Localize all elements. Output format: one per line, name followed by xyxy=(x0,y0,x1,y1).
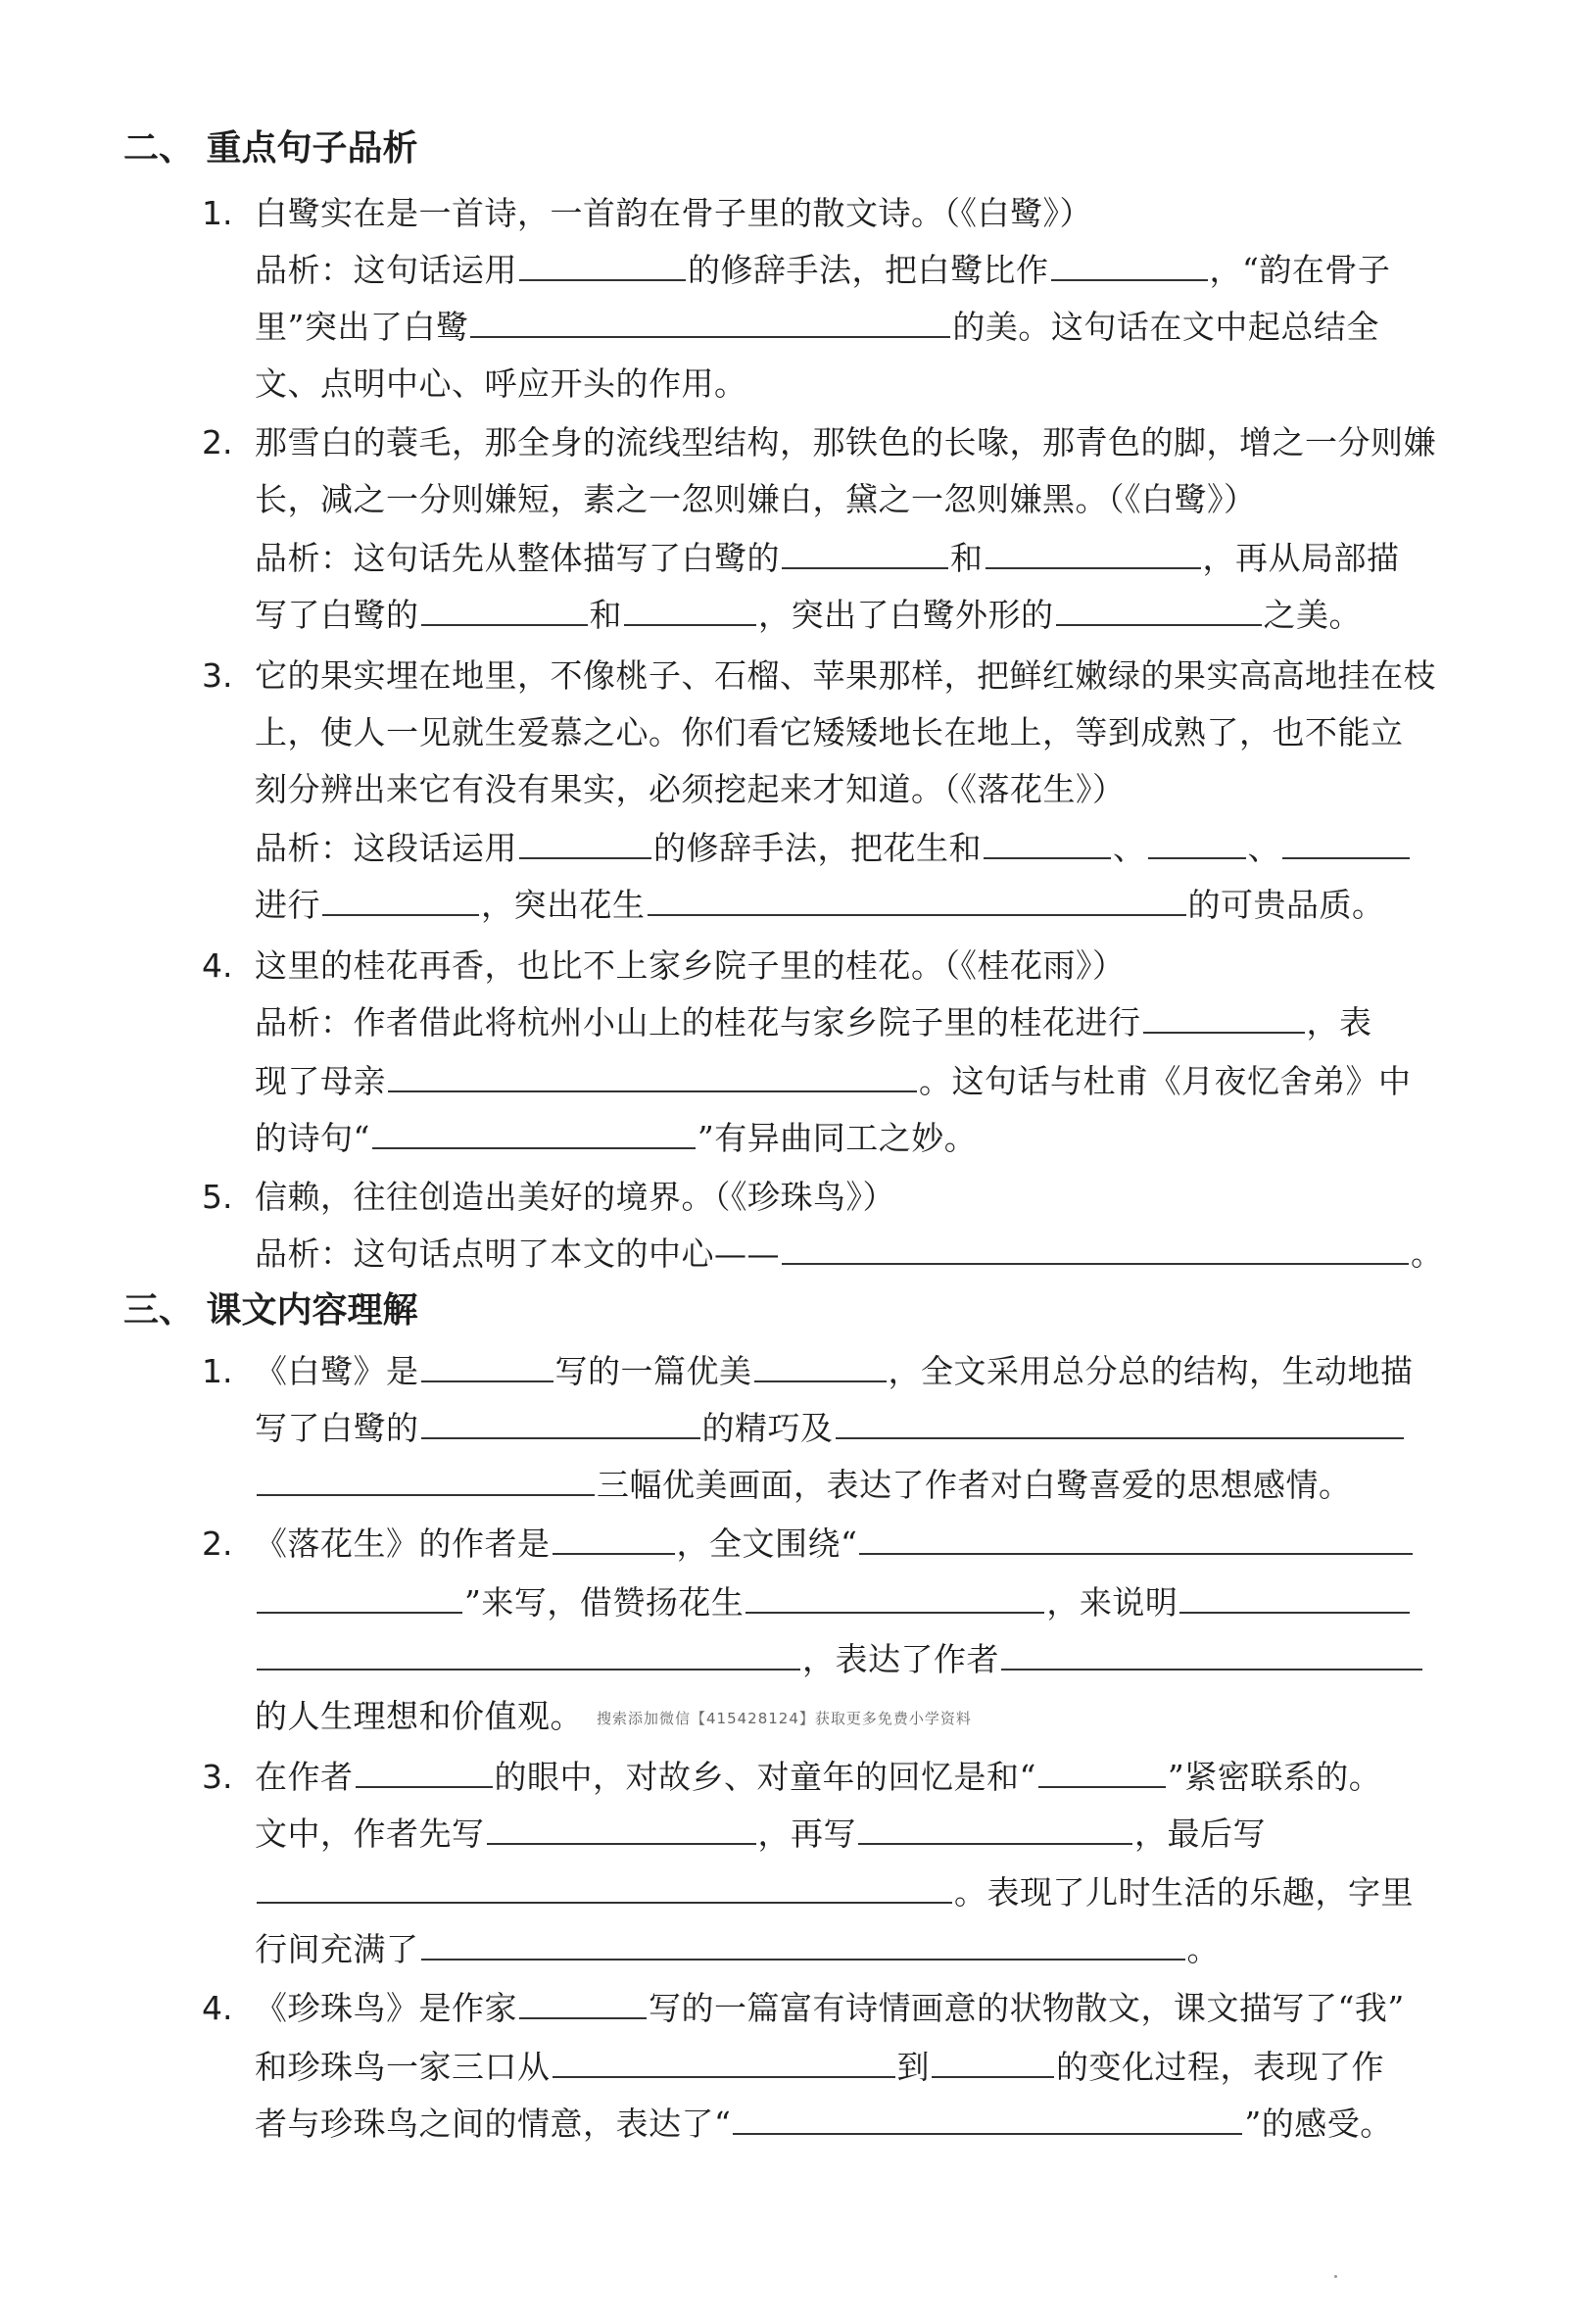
answer-blank[interactable] xyxy=(1056,591,1262,626)
question-number: 4. xyxy=(202,1989,233,2027)
scan-speck xyxy=(1334,2275,1337,2278)
answer-line xyxy=(255,1691,972,1744)
answer-text: ，全文采用总分总的结构，生动地描 xyxy=(888,1352,1414,1390)
answer-line xyxy=(255,533,1400,584)
answer-line xyxy=(255,1867,1414,1918)
answer-text: 进行 xyxy=(255,886,320,924)
answer-line xyxy=(255,302,1379,353)
answer-line xyxy=(255,997,1372,1048)
answer-blank[interactable] xyxy=(836,1404,1404,1439)
answer-blank[interactable] xyxy=(624,591,756,626)
answer-line: 文、点明中心、呼应开头的作用。 xyxy=(255,364,747,403)
section-heading-2: 二、 重点句子品析 xyxy=(123,128,418,169)
answer-blank[interactable] xyxy=(421,1404,700,1439)
answer-blank[interactable] xyxy=(388,1057,917,1092)
section-heading-3: 三、 课文内容理解 xyxy=(123,1290,418,1331)
answer-text: 的可贵品质。 xyxy=(1187,886,1385,924)
answer-blank[interactable] xyxy=(487,1810,756,1845)
answer-text: 和 xyxy=(950,539,984,577)
answer-text: ，来说明 xyxy=(1046,1583,1178,1622)
answer-line xyxy=(255,1752,1381,1803)
answer-blank[interactable] xyxy=(1179,1578,1410,1614)
answer-text: 。 xyxy=(1411,1235,1444,1273)
question-text: 那雪白的蓑毛，那全身的流线型结构，那铁色的长喙，那青色的脚，增之一分则嫌 xyxy=(255,423,1436,461)
answer-text: 的修辞手法，把白鹭比作 xyxy=(688,251,1049,289)
answer-text: 、 xyxy=(1113,829,1146,867)
answer-blank[interactable] xyxy=(257,1635,800,1670)
answer-text: 和 xyxy=(589,596,622,634)
answer-blank[interactable] xyxy=(932,2043,1054,2078)
answer-text: 《珍珠鸟》是作家 xyxy=(255,1989,517,2027)
answer-blank[interactable] xyxy=(356,1753,493,1788)
answer-blank[interactable] xyxy=(733,2100,1242,2135)
answer-text: 文中，作者先写 xyxy=(255,1815,485,1853)
answer-blank[interactable] xyxy=(745,1578,1044,1614)
answer-text: 。这句话与杜甫《月夜忆舍弟》中 xyxy=(919,1062,1412,1100)
answer-line xyxy=(255,1519,1415,1570)
question-number: 5. xyxy=(202,1178,233,1216)
question-number: 1. xyxy=(202,1352,233,1390)
answer-line xyxy=(255,880,1385,931)
question-number: 3. xyxy=(202,1758,233,1796)
answer-text: ，再从局部描 xyxy=(1202,539,1400,577)
answer-text: 的诗句“ xyxy=(255,1119,370,1157)
answer-text: 写的一篇富有诗情画意的状物散文，课文描写了“我” xyxy=(649,1989,1405,2027)
answer-text: 。表现了儿时生活的乐趣，字里 xyxy=(954,1873,1414,1912)
answer-text: 在作者 xyxy=(255,1758,354,1796)
answer-text: 和珍珠鸟一家三口从 xyxy=(255,2048,551,2086)
answer-blank[interactable] xyxy=(986,534,1201,569)
answer-text: ，表达了作者 xyxy=(802,1640,999,1678)
answer-text: 写了白鹭的 xyxy=(255,596,419,634)
answer-text: 者与珍珠鸟之间的情意，表达了“ xyxy=(255,2105,732,2143)
answer-line xyxy=(255,2042,1384,2093)
answer-blank[interactable] xyxy=(421,1925,1185,1961)
question-text: 白鹭实在是一首诗，一首韵在骨子里的散文诗。（《白鹭》） xyxy=(255,194,1092,232)
answer-text: 之美。 xyxy=(1263,596,1362,634)
answer-blank[interactable] xyxy=(257,1868,952,1904)
answer-blank[interactable] xyxy=(1148,824,1246,859)
answer-text: ，突出花生 xyxy=(481,886,646,924)
answer-line xyxy=(255,1577,1412,1628)
answer-text: ”来写，借赞扬花生 xyxy=(464,1583,745,1622)
answer-text: 写的一篇优美 xyxy=(554,1352,752,1390)
answer-blank[interactable] xyxy=(421,1347,553,1382)
answer-blank[interactable] xyxy=(519,246,686,281)
answer-line xyxy=(255,1809,1266,1860)
answer-blank[interactable] xyxy=(1038,1753,1166,1788)
answer-text: 品析：这段话运用 xyxy=(255,829,517,867)
answer-blank[interactable] xyxy=(470,303,950,338)
answer-blank[interactable] xyxy=(754,1347,887,1382)
answer-text: 品析：这句话先从整体描写了白鹭的 xyxy=(255,539,780,577)
answer-text: 。 xyxy=(1186,1930,1220,1968)
answer-text: 的美。这句话在文中起总结全 xyxy=(952,308,1379,346)
answer-blank[interactable] xyxy=(257,1578,462,1614)
answer-line xyxy=(255,1460,1352,1511)
answer-blank[interactable] xyxy=(553,1520,675,1555)
answer-text: 的人生理想和价值观。 xyxy=(255,1697,583,1735)
answer-line xyxy=(255,1056,1412,1107)
answer-blank[interactable] xyxy=(519,824,651,859)
answer-line xyxy=(255,823,1412,874)
answer-blank[interactable] xyxy=(257,1461,595,1496)
answer-text: ”紧密联系的。 xyxy=(1167,1758,1382,1796)
answer-text: 的眼中，对故乡、对童年的回忆是和“ xyxy=(494,1758,1036,1796)
answer-text: ，再写 xyxy=(757,1815,856,1853)
answer-line xyxy=(255,1403,1406,1454)
answer-text: ，全文围绕“ xyxy=(676,1525,858,1563)
question-number: 4. xyxy=(202,946,233,985)
question-text: 它的果实埋在地里，不像桃子、石榴、苹果那样，把鲜红嫩绿的果实高高地挂在枝 xyxy=(255,656,1436,695)
answer-blank[interactable] xyxy=(782,1230,1409,1265)
answer-blank[interactable] xyxy=(421,591,588,626)
answer-line xyxy=(255,245,1390,296)
answer-line xyxy=(255,1229,1444,1280)
question-number: 3. xyxy=(202,656,233,695)
answer-blank[interactable] xyxy=(984,824,1111,859)
answer-text: 现了母亲 xyxy=(255,1062,386,1100)
answer-blank[interactable] xyxy=(553,2043,895,2078)
answer-text: 三幅优美画面，表达了作者对白鹭喜爱的思想感情。 xyxy=(597,1466,1352,1504)
answer-text: 、 xyxy=(1247,829,1280,867)
answer-text: ”有异曲同工之妙。 xyxy=(697,1119,978,1157)
answer-blank[interactable] xyxy=(782,534,948,569)
answer-blank[interactable] xyxy=(1001,1635,1422,1670)
answer-line xyxy=(255,590,1362,641)
answer-text: 品析：作者借此将杭州小山上的桂花与家乡院子里的桂花进行 xyxy=(255,1003,1141,1041)
answer-blank[interactable] xyxy=(859,1520,1413,1555)
answer-text: 的变化过程，表现了作 xyxy=(1056,2048,1384,2086)
answer-text: ，“韵在骨子 xyxy=(1209,251,1391,289)
answer-blank[interactable] xyxy=(1282,824,1410,859)
answer-text: 行间充满了 xyxy=(255,1930,419,1968)
answer-line xyxy=(255,1983,1405,2034)
answer-text: 品析：这句话点明了本文的中心—— xyxy=(255,1235,780,1273)
answer-line xyxy=(255,1924,1220,1975)
question-text: 信赖，往往创造出美好的境界。（《珍珠鸟》） xyxy=(255,1178,895,1216)
watermark-text: 搜索添加微信【415428124】获取更多免费小学资料 xyxy=(597,1710,972,1727)
answer-blank[interactable] xyxy=(858,1810,1132,1845)
answer-text: ，最后写 xyxy=(1134,1815,1266,1853)
answer-text: 里”突出了白鹭 xyxy=(255,308,469,346)
answer-text: 《白鹭》是 xyxy=(255,1352,419,1390)
answer-text: ，表 xyxy=(1306,1003,1372,1041)
question-number: 2. xyxy=(202,1525,233,1563)
answer-blank[interactable] xyxy=(372,1114,696,1149)
answer-text: 到 xyxy=(896,2048,930,2086)
answer-text: ”的感受。 xyxy=(1244,2105,1393,2143)
answer-text: ，突出了白鹭外形的 xyxy=(758,596,1054,634)
question-text: 上，使人一见就生爱慕之心。你们看它矮矮地长在地上，等到成熟了，也不能立 xyxy=(255,713,1404,751)
question-text: 刻分辨出来它有没有果实，必须挖起来才知道。（《落花生》） xyxy=(255,770,1126,808)
question-number: 1. xyxy=(202,194,233,232)
answer-text: 的修辞手法，把花生和 xyxy=(653,829,982,867)
answer-blank[interactable] xyxy=(1143,998,1305,1034)
question-text: 这里的桂花再香，也比不上家乡院子里的桂花。（《桂花雨》） xyxy=(255,946,1126,985)
answer-blank[interactable] xyxy=(322,881,479,916)
answer-blank[interactable] xyxy=(1051,246,1208,281)
answer-blank[interactable] xyxy=(519,1984,647,2019)
answer-line xyxy=(255,1113,977,1164)
answer-line xyxy=(255,1634,1424,1685)
answer-line xyxy=(255,2099,1393,2150)
answer-text: 品析：这句话运用 xyxy=(255,251,517,289)
answer-text: 的精巧及 xyxy=(701,1409,834,1447)
answer-blank[interactable] xyxy=(648,881,1186,916)
answer-text: 写了白鹭的 xyxy=(255,1409,419,1447)
answer-line xyxy=(255,1346,1414,1397)
question-number: 2. xyxy=(202,423,233,461)
question-text: 长，减之一分则嫌短，素之一忽则嫌白，黛之一忽则嫌黑。（《白鹭》） xyxy=(255,480,1257,518)
answer-text: 《落花生》的作者是 xyxy=(255,1525,551,1563)
